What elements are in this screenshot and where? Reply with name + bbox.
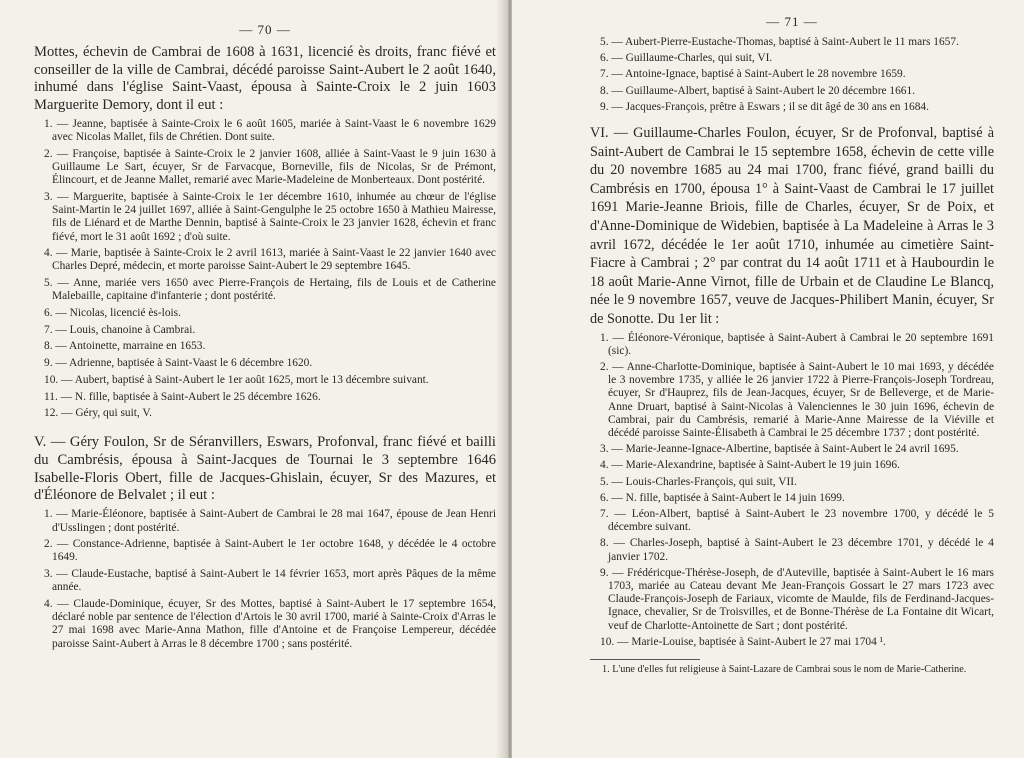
list-item: 6. — Nicolas, licencié ès-lois. [44, 307, 181, 320]
list-item: 4. — Claude-Dominique, écuyer, Sr des Mottes, baptisé à Saint-Aubert le 17 septembre 1654, déclaré noble par sentence de l'élection d'Artois le 30 avril 1700, marié à Sainte-Croix d'Arras le 27 mai 1698 avec Marie-Anna Mathon, fille d'Antoine et de Françoise Lempereur, décédée paroisse Saint-Aubert à Arras le 8 décembre 1700 ; sans postérité. [44, 598, 496, 650]
list-item: 1. — Jeanne, baptisée à Sainte-Croix le 6 août 1605, mariée à Saint-Vaast le 6 novembre 1629 avec Nicolas Mallet, fils de Chrétien. Dont suite. [44, 117, 496, 144]
list-item: 12. — Géry, qui suit, V. [44, 407, 153, 420]
list-item: 10. — Marie-Louise, baptisée à Saint-Aubert le 27 mai 1704 ¹. [600, 635, 886, 648]
page-number-right: — 71 — [766, 14, 818, 29]
right-page [512, 0, 1024, 758]
list-item: 2. — Constance-Adrienne, baptisée à Saint-Aubert le 1er octobre 1648, y décédée le 4 octobre 1649. [44, 538, 496, 564]
intro-paragraph: Mottes, échevin de Cambrai de 1608 à 1631, licencié ès droits, franc fiévé et conseiller de la ville de Cambrai, décédé paroisse Saint-Aubert le 2 août 1640, inhumé dans l'église Saint-Vaast, épousa à Sainte-Croix le 2 juin 1603 Marguerite Demory, dont il eut : [34, 44, 496, 113]
left-page [0, 0, 508, 758]
list-item: 5. — Anne, mariée vers 1650 avec Pierre-François de Hertaing, fils de Louis et de Catherine Malebaille, capitaine d'infanterie ; dont postérité. [44, 277, 496, 303]
section-vi-paragraph: VI. — Guillaume-Charles Foulon, écuyer, Sr de Profonval, baptisé à Saint-Aubert de Cambrai le 15 septembre 1658, échevin de cette ville du 20 novembre 1685 au 24 mai 1700, franc fiévé, grand bailli du Cambrésis en 1700, épousa 1° à Saint-Vaast de Cambrai le 17 juillet 1691 Marie-Jeanne Briois, fille de Charles, écuyer, Sr de Poix, et d'Anne-Dominique de Widebien, baptisée à La Madeleine à Arras le 3 avril 1672, décédée le 1er août 1710, inhumée au cimetière Saint-Fiacre à Cambrai ; 2° par contrat du 14 août 1711 et à Haubourdin le 18 août Marie-Anne Virnot, fille de Urbain et de Claudine Le Blancq, née le 9 novembre 1657, veuve de Jacques-Philibert Manin, écuyer, Sr de Sonotte. Du 1er lit : [590, 125, 994, 327]
footnote: 1. L'une d'elles fut religieuse à Saint-Lazare de Cambrai sous le nom de Marie-Catherine. [602, 664, 967, 676]
list-item: 2. — Anne-Charlotte-Dominique, baptisée à Saint-Aubert le 10 mai 1693, y décédée le 3 novembre 1735, y alliée le 26 janvier 1722 à Pierre-François-Joseph Tordreau, écuyer, Sr d'Hauprez, fils de Jean-Jacques, écuyer, Sr de Belleverge, et de Marie-Anne Druart, baptisé à Saint-Nicolas à Valenciennes le 30 juin 1696, échevin de Cambrai, pair du Cambrésis, remarié à Marie-Anne Mairesse de la Viéville et décédé paroisse Sainte-Élisabeth à Cambrai le 25 décembre 1737 ; dont postérité. [600, 360, 994, 439]
list-item: 9. — Adrienne, baptisée à Saint-Vaast le 6 décembre 1620. [44, 357, 313, 370]
list-item: 7. — Louis, chanoine à Cambrai. [44, 323, 196, 336]
list-item: 6. — N. fille, baptisée à Saint-Aubert le 14 juin 1699. [600, 491, 845, 504]
list-item: 9. — Jacques-François, prêtre à Eswars ; il se dit âgé de 30 ans en 1684. [600, 100, 929, 113]
children-list [34, 118, 496, 421]
list-item: 7. — Antoine-Ignace, baptisé à Saint-Aubert le 28 novembre 1659. [600, 68, 906, 81]
list-item: 3. — Claude-Eustache, baptisé à Saint-Aubert le 14 février 1653, mort après Pâques de la même année. [44, 568, 496, 594]
list-item: 3. — Marguerite, baptisée à Sainte-Croix le 1er décembre 1610, inhumée au chœur de l'église Saint-Martin le 24 juillet 1697, alliée à Saint-Gengulphe le 25 octobre 1650 à Mathieu Mairesse, fils de Liénard et de Marthe Dennin, baptisé à Sainte-Croix le 23 janvier 1628, échevin et franc fiévé, mort le 31 août 1692 ; d'où suite. [44, 190, 496, 243]
list-item: 9. — Frédéricque-Thérèse-Joseph, de d'Auteville, baptisée à Saint-Aubert le 16 mars 1703, mariée au Cateau devant Me Jean-François Gossart le 27 mars 1723 avec Claude-François-Joseph de Fariaux, vicomte de Maulde, fils de Ferdinand-Jacques-Ignace, chevalier, Sr de Troisvilles, et de Bonne-Thérèse de La Fontaine dit Wicart, veuf de Charlotte-Antoinette de Sart ; dont postérité. [600, 566, 994, 632]
list-item: 4. — Marie, baptisée à Sainte-Croix le 2 avril 1613, mariée à Saint-Vaast le 22 janvier 1640 avec Charles Depré, médecin, et morte paroisse Saint-Aubert le 29 septembre 1645. [44, 247, 496, 273]
list-item: 7. — Léon-Albert, baptisé à Saint-Aubert le 23 novembre 1700, y décédé le 5 décembre suivant. [600, 507, 994, 534]
list-item: 1. — Éléonore-Véronique, baptisée à Saint-Aubert à Cambrai le 20 septembre 1691 (sic). [600, 331, 994, 357]
list-item: 8. — Guillaume-Albert, baptisé à Saint-Aubert le 20 décembre 1661. [600, 84, 916, 97]
continued-children [590, 36, 994, 114]
list-item: 4. — Marie-Alexandrine, baptisée à Saint-Aubert le 19 juin 1696. [600, 459, 900, 472]
list-item: 6. — Guillaume-Charles, qui suit, VI. [600, 52, 773, 65]
list-item: 8. — Antoinette, marraine en 1653. [44, 340, 206, 353]
section-v-children [34, 508, 496, 651]
list-item: 8. — Charles-Joseph, baptisé à Saint-Aubert le 23 décembre 1701, y décédé le 4 janvier 1702. [600, 537, 994, 563]
page-number-left: — 70 — [239, 22, 291, 37]
list-item: 5. — Louis-Charles-François, qui suit, VII. [600, 475, 797, 488]
section-v-paragraph: V. — Géry Foulon, Sr de Séranvillers, Eswars, Profonval, franc fiévé et bailli du Cambrésis, épousa à Saint-Jacques de Tournai le 3 septembre 1646 Isabelle-Floris Obert, fille de Jacques-Ghislain, écuyer, Sr des Mazures, et d'Éléonore de Belvalet ; il eut : [34, 434, 496, 504]
list-item: 1. — Marie-Éléonore, baptisée à Saint-Aubert de Cambrai le 28 mai 1647, épouse de Jean Henri d'Usslingen ; dont postérité. [44, 508, 496, 534]
list-item: 2. — Françoise, baptisée à Sainte-Croix le 2 janvier 1608, alliée à Saint-Vaast le 9 juin 1630 à Guillaume Le Sart, écuyer, Sr de Farvacque, Borneville, fils de Nicolas, Sr de Prémont, Élincourt, et de Jeanne Mallet, remarié avec Marie-Madeleine de Monberteaux. Dont postérité. [44, 147, 496, 187]
list-item: 10. — Aubert, baptisé à Saint-Aubert le 1er août 1625, mort le 13 décembre suivant. [44, 373, 429, 386]
footnote-divider [590, 659, 700, 660]
list-item: 3. — Marie-Jeanne-Ignace-Albertine, baptisée à Saint-Aubert le 24 avril 1695. [600, 443, 959, 456]
list-item: 11. — N. fille, baptisée à Saint-Aubert le 25 décembre 1626. [44, 390, 321, 403]
list-item: 5. — Aubert-Pierre-Eustache-Thomas, baptisé à Saint-Aubert le 11 mars 1657. [600, 36, 959, 48]
section-vi-children [590, 332, 994, 649]
